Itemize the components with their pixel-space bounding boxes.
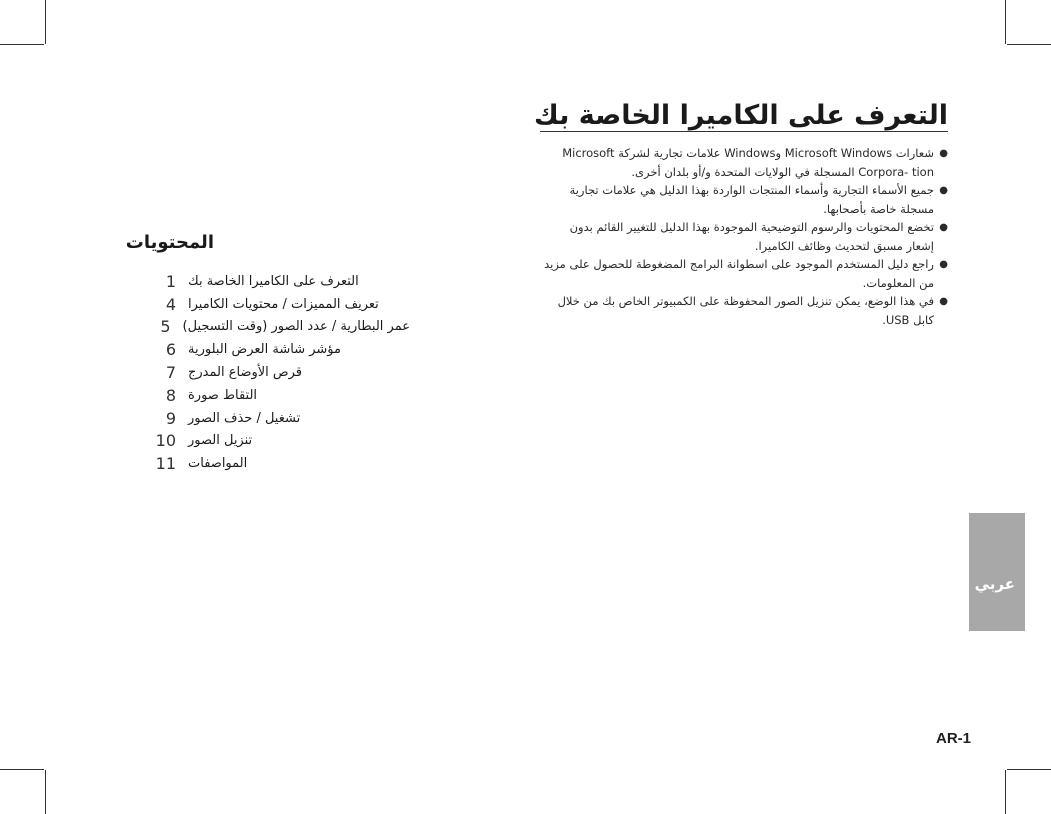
toc-page-number: 5 — [160, 317, 171, 337]
crop-mark — [1005, 770, 1006, 814]
bullet-icon: ● — [939, 185, 948, 196]
bullet-icon: ● — [939, 259, 948, 270]
note-text: في هذا الوضع، يمكن تنزيل الصور المحفوظة على الكمبيوتر الخاص بك من خلال كابل USB. — [557, 294, 934, 327]
toc-entry[interactable] — [150, 293, 410, 316]
toc-entry-label: التقاط صورة — [188, 387, 258, 403]
toc-entry[interactable] — [150, 316, 410, 339]
toc-entry[interactable] — [150, 338, 410, 361]
bullet-icon: ● — [939, 148, 948, 159]
toc-title: المحتويات — [125, 232, 214, 253]
toc-page-number: 4 — [165, 294, 176, 314]
page-heading: التعرف على الكاميرا الخاصة بك — [534, 100, 948, 131]
notes-list — [540, 144, 948, 329]
note-text: راجع دليل المستخدم الموجود على اسطوانة البرامج المضغوطة للحصول على مزيد من المعلومات. — [544, 257, 934, 290]
heading-underline — [540, 131, 948, 132]
note-item — [540, 255, 948, 293]
toc-entry[interactable] — [150, 384, 410, 407]
note-item — [540, 181, 948, 219]
toc-entry[interactable] — [150, 430, 410, 453]
note-item — [540, 218, 948, 256]
toc-entry-label: تعريف المميزات / محتويات الكاميرا — [188, 296, 379, 312]
toc-entry-label: تنزيل الصور — [188, 433, 253, 449]
toc-entry-label: تشغيل / حذف الصور — [188, 410, 301, 426]
toc-entry-label: مؤشر شاشة العرض البلورية — [188, 342, 341, 358]
note-text: جميع الأسماء التجارية وأسماء المنتجات الواردة بهذا الدليل هي علامات تجارية مسجلة خاصة بأصحابها. — [569, 183, 934, 216]
toc-entry-label: المواصفات — [188, 456, 248, 472]
toc-page-number: 1 — [165, 271, 176, 291]
crop-mark — [1007, 44, 1051, 45]
note-item — [540, 144, 948, 182]
language-tab — [969, 513, 1025, 631]
page-number: AR-1 — [936, 730, 972, 747]
note-text: تخضع المحتويات والرسوم التوضيحية الموجودة بهذا الدليل للتغيير القائم بدون إشعار مسبق لتحديث وظائف الكاميرا. — [569, 220, 934, 253]
toc-page-number: 10 — [155, 431, 176, 451]
toc-page-number: 11 — [155, 454, 176, 474]
toc-entry[interactable] — [150, 452, 410, 475]
crop-mark — [1007, 769, 1051, 770]
toc-page-number: 9 — [165, 408, 176, 428]
toc-entry[interactable] — [150, 270, 410, 293]
table-of-contents — [150, 270, 410, 475]
crop-mark — [45, 0, 46, 44]
toc-entry-label: عمر البطارية / عدد الصور (وقت التسجيل) — [182, 319, 410, 335]
crop-mark — [45, 770, 46, 814]
bullet-icon: ● — [939, 222, 948, 233]
toc-page-number: 8 — [165, 385, 176, 405]
toc-entry[interactable] — [150, 361, 410, 384]
toc-entry-label: قرص الأوضاع المدرج — [188, 365, 303, 381]
crop-mark — [1005, 0, 1006, 44]
crop-mark — [0, 769, 44, 770]
toc-page-number: 6 — [165, 340, 176, 360]
crop-mark — [0, 44, 44, 45]
note-text: شعارات Microsoft Windows وWindows علامات تجارية لشركة Microsoft Corpora- tion المسجلة في الولايات المتحدة و/أو بلدان أخرى. — [562, 146, 934, 179]
language-tab-label: عربي — [974, 575, 1015, 593]
bullet-icon: ● — [939, 296, 948, 307]
note-item — [540, 292, 948, 330]
toc-entry-label: التعرف على الكاميرا الخاصة بك — [188, 273, 359, 289]
toc-page-number: 7 — [165, 363, 176, 383]
toc-entry[interactable] — [150, 407, 410, 430]
